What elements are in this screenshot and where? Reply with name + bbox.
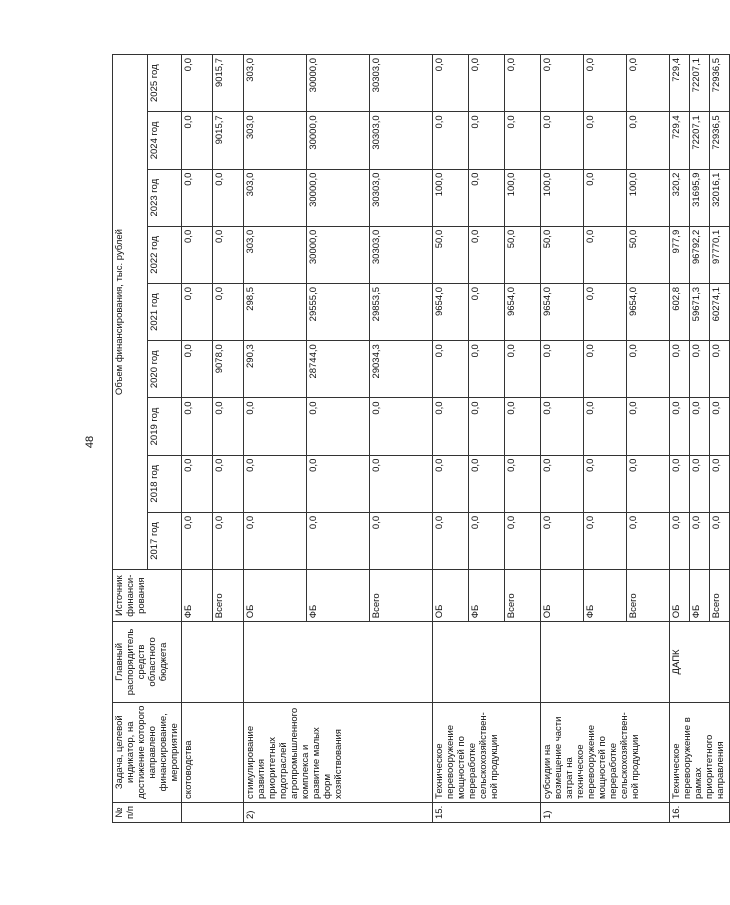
- task-cell: Техническое перевооружение мощностей по переработке сельскохозяйствен-ной продукции: [433, 702, 541, 802]
- value-cell: 0,0: [584, 455, 627, 512]
- financing-table: [112, 54, 730, 823]
- value-cell: 50,0: [433, 226, 469, 283]
- value-cell: 0,0: [710, 455, 730, 512]
- value-cell: 0,0: [182, 55, 213, 112]
- value-cell: 0,0: [182, 398, 213, 455]
- table-row: [182, 55, 213, 823]
- value-cell: 60274,1: [710, 283, 730, 340]
- value-cell: 0,0: [469, 55, 505, 112]
- table-row: [541, 55, 584, 823]
- value-cell: 30000,0: [307, 55, 370, 112]
- col-manager-header: Главный распорядитель средств областного бюджета: [113, 622, 182, 702]
- value-cell: 0,0: [213, 226, 244, 283]
- value-cell: 59671,3: [690, 283, 710, 340]
- manager-cell: [433, 622, 541, 702]
- value-cell: 9078,0: [213, 341, 244, 398]
- page-number: 48: [84, 435, 97, 449]
- value-cell: 0,0: [627, 112, 670, 169]
- value-cell: 50,0: [627, 226, 670, 283]
- rotated-page: [112, 54, 726, 823]
- col-no-header: № п/п: [113, 802, 182, 822]
- value-cell: 9654,0: [541, 283, 584, 340]
- value-cell: 0,0: [469, 398, 505, 455]
- value-cell: 0,0: [670, 512, 690, 569]
- value-cell: 0,0: [433, 398, 469, 455]
- source-cell: ФБ: [469, 570, 505, 622]
- value-cell: 50,0: [541, 226, 584, 283]
- value-cell: 0,0: [182, 169, 213, 226]
- value-cell: 303,0: [244, 112, 307, 169]
- value-cell: 9654,0: [627, 283, 670, 340]
- row-number: 16.: [670, 802, 730, 822]
- value-cell: 72936,5: [710, 55, 730, 112]
- row-number: 1): [541, 802, 670, 822]
- value-cell: 29853,5: [370, 283, 433, 340]
- source-cell: ФБ: [182, 570, 213, 622]
- value-cell: 0,0: [690, 455, 710, 512]
- value-cell: 0,0: [584, 283, 627, 340]
- year-header: 2023 год: [147, 169, 182, 226]
- table-row: [670, 55, 690, 823]
- value-cell: 0,0: [370, 455, 433, 512]
- value-cell: 100,0: [433, 169, 469, 226]
- value-cell: 0,0: [469, 283, 505, 340]
- row-number: 2): [244, 802, 433, 822]
- value-cell: 0,0: [213, 512, 244, 569]
- value-cell: 30000,0: [307, 226, 370, 283]
- value-cell: 100,0: [505, 169, 541, 226]
- value-cell: 0,0: [670, 398, 690, 455]
- value-cell: 0,0: [584, 341, 627, 398]
- source-cell: Всего: [370, 570, 433, 622]
- value-cell: 0,0: [307, 398, 370, 455]
- value-cell: 100,0: [541, 169, 584, 226]
- task-cell: стимулирование развития приоритетных подотраслей агропромышленного комплекса и развитие малых форм хозяйствования: [244, 702, 433, 802]
- value-cell: 0,0: [505, 341, 541, 398]
- value-cell: 0,0: [244, 512, 307, 569]
- value-cell: 0,0: [182, 226, 213, 283]
- value-cell: 298,5: [244, 283, 307, 340]
- value-cell: 303,0: [244, 55, 307, 112]
- year-header: 2025 год: [147, 55, 182, 112]
- source-cell: ОБ: [541, 570, 584, 622]
- value-cell: 0,0: [627, 455, 670, 512]
- value-cell: 320,2: [670, 169, 690, 226]
- source-cell: Всего: [710, 570, 730, 622]
- source-cell: ОБ: [670, 570, 690, 622]
- task-cell: скотоводства: [182, 702, 244, 802]
- header-row-1: [113, 55, 148, 823]
- value-cell: 0,0: [433, 341, 469, 398]
- value-cell: 602,8: [670, 283, 690, 340]
- col-task-header: Задача, целевой индикатор, на достижение которого направлено финансирование, мероприятие: [113, 702, 182, 802]
- value-cell: 0,0: [244, 398, 307, 455]
- value-cell: 0,0: [541, 398, 584, 455]
- value-cell: 977,9: [670, 226, 690, 283]
- value-cell: 100,0: [627, 169, 670, 226]
- year-header: 2022 год: [147, 226, 182, 283]
- value-cell: 0,0: [469, 169, 505, 226]
- value-cell: 0,0: [690, 341, 710, 398]
- manager-cell: ДАПК: [670, 622, 730, 702]
- value-cell: 0,0: [690, 398, 710, 455]
- value-cell: 30000,0: [307, 169, 370, 226]
- value-cell: 0,0: [690, 512, 710, 569]
- value-cell: 0,0: [307, 512, 370, 569]
- year-header: 2018 год: [147, 455, 182, 512]
- table-body: [182, 55, 730, 823]
- value-cell: 0,0: [433, 55, 469, 112]
- value-cell: 30303,0: [370, 226, 433, 283]
- manager-cell: [244, 622, 433, 702]
- value-cell: 30000,0: [307, 112, 370, 169]
- value-cell: 30303,0: [370, 169, 433, 226]
- value-cell: 0,0: [213, 169, 244, 226]
- value-cell: 303,0: [244, 226, 307, 283]
- value-cell: 0,0: [584, 169, 627, 226]
- year-header: 2017 год: [147, 512, 182, 569]
- value-cell: 0,0: [627, 55, 670, 112]
- value-cell: 0,0: [584, 55, 627, 112]
- year-header: 2024 год: [147, 112, 182, 169]
- value-cell: 97770,1: [710, 226, 730, 283]
- source-cell: ФБ: [584, 570, 627, 622]
- value-cell: 0,0: [541, 341, 584, 398]
- year-header: 2020 год: [147, 341, 182, 398]
- value-cell: 0,0: [627, 398, 670, 455]
- value-cell: 0,0: [710, 398, 730, 455]
- table-row: [433, 55, 469, 823]
- value-cell: 72207,1: [690, 112, 710, 169]
- value-cell: 0,0: [710, 341, 730, 398]
- value-cell: 30303,0: [370, 55, 433, 112]
- value-cell: 9015,7: [213, 55, 244, 112]
- value-cell: 0,0: [182, 512, 213, 569]
- value-cell: 9654,0: [505, 283, 541, 340]
- value-cell: 0,0: [584, 398, 627, 455]
- col-source-header: Источник финанси-рования: [113, 570, 182, 622]
- year-header: 2019 год: [147, 398, 182, 455]
- value-cell: 290,3: [244, 341, 307, 398]
- value-cell: 9654,0: [433, 283, 469, 340]
- value-cell: 0,0: [433, 112, 469, 169]
- value-cell: 0,0: [182, 283, 213, 340]
- value-cell: 0,0: [213, 398, 244, 455]
- value-cell: 0,0: [541, 455, 584, 512]
- value-cell: 0,0: [469, 226, 505, 283]
- value-cell: 0,0: [505, 55, 541, 112]
- value-cell: 28744,0: [307, 341, 370, 398]
- value-cell: 0,0: [213, 455, 244, 512]
- value-cell: 0,0: [469, 455, 505, 512]
- value-cell: 0,0: [710, 512, 730, 569]
- value-cell: 72207,1: [690, 55, 710, 112]
- value-cell: 0,0: [433, 512, 469, 569]
- value-cell: 0,0: [307, 455, 370, 512]
- value-cell: 9015,7: [213, 112, 244, 169]
- source-cell: ОБ: [433, 570, 469, 622]
- source-cell: ФБ: [690, 570, 710, 622]
- value-cell: 0,0: [182, 112, 213, 169]
- value-cell: 0,0: [541, 512, 584, 569]
- row-number: 15.: [433, 802, 541, 822]
- value-cell: 0,0: [541, 112, 584, 169]
- value-cell: 0,0: [584, 112, 627, 169]
- value-cell: 0,0: [370, 512, 433, 569]
- value-cell: 303,0: [244, 169, 307, 226]
- value-cell: 0,0: [433, 455, 469, 512]
- value-cell: 0,0: [182, 341, 213, 398]
- year-header: 2021 год: [147, 283, 182, 340]
- task-cell: Техническое перевооружение в рамках приоритетного направления: [670, 702, 730, 802]
- task-cell: субсидии на возмещение части затрат на техническое перевооружение мощностей по переработке сельскохозяйствен-ной продукции: [541, 702, 670, 802]
- value-cell: 0,0: [370, 398, 433, 455]
- value-cell: 729,4: [670, 55, 690, 112]
- value-cell: 72936,5: [710, 112, 730, 169]
- value-cell: 31695,9: [690, 169, 710, 226]
- value-cell: 96792,2: [690, 226, 710, 283]
- value-cell: 729,4: [670, 112, 690, 169]
- row-number: [182, 802, 244, 822]
- value-cell: 0,0: [584, 512, 627, 569]
- manager-cell: [182, 622, 244, 702]
- value-cell: 32016,1: [710, 169, 730, 226]
- value-cell: 0,0: [213, 283, 244, 340]
- table-row: [244, 55, 307, 823]
- source-cell: ОБ: [244, 570, 307, 622]
- value-cell: 0,0: [627, 341, 670, 398]
- value-cell: 0,0: [182, 455, 213, 512]
- value-cell: 0,0: [670, 455, 690, 512]
- source-cell: Всего: [627, 570, 670, 622]
- value-cell: 0,0: [627, 512, 670, 569]
- value-cell: 0,0: [670, 341, 690, 398]
- value-cell: 50,0: [505, 226, 541, 283]
- source-cell: Всего: [213, 570, 244, 622]
- value-cell: 0,0: [244, 455, 307, 512]
- value-cell: 0,0: [505, 512, 541, 569]
- value-cell: 0,0: [584, 226, 627, 283]
- source-cell: ФБ: [307, 570, 370, 622]
- value-cell: 29034,3: [370, 341, 433, 398]
- value-cell: 0,0: [541, 55, 584, 112]
- source-cell: Всего: [505, 570, 541, 622]
- value-cell: 29555,0: [307, 283, 370, 340]
- value-cell: 0,0: [469, 341, 505, 398]
- value-cell: 0,0: [469, 512, 505, 569]
- value-cell: 0,0: [505, 455, 541, 512]
- col-volume-header: Объем финансирования, тыс. рублей: [113, 55, 148, 570]
- manager-cell: [541, 622, 670, 702]
- value-cell: 0,0: [505, 398, 541, 455]
- value-cell: 30303,0: [370, 112, 433, 169]
- value-cell: 0,0: [469, 112, 505, 169]
- value-cell: 0,0: [505, 112, 541, 169]
